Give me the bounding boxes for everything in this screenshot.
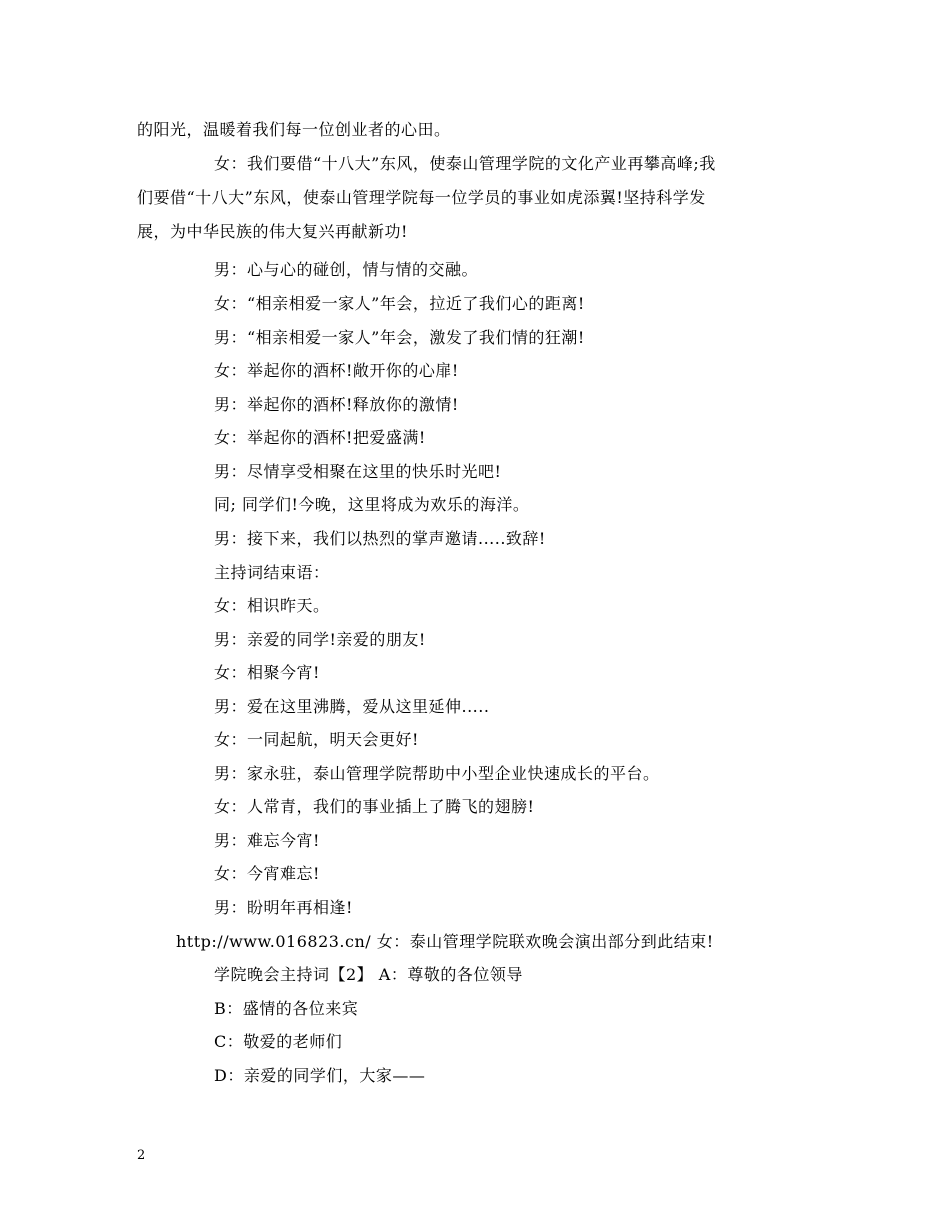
text-line: D：亲爱的同学们，大家—— xyxy=(214,1066,426,1085)
text-line: 男：难忘今宵! xyxy=(214,831,320,850)
text-line: 男：盼明年再相逢! xyxy=(214,898,353,917)
text-line: 男：爱在这里沸腾，爱从这里延伸..... xyxy=(214,697,490,716)
text-line: 男：举起你的酒杯!释放你的激情! xyxy=(214,395,459,414)
text-line: 女：相聚今宵! xyxy=(214,663,320,682)
text-line: 女：举起你的酒杯!敞开你的心扉! xyxy=(214,361,459,380)
text-line: 男：家永驻，泰山管理学院帮助中小型企业快速成长的平台。 xyxy=(214,764,660,783)
text-line: 男：心与心的碰创，情与情的交融。 xyxy=(214,260,479,279)
text-line: B：盛情的各位来宾 xyxy=(214,999,359,1018)
text-line: 女：举起你的酒杯!把爱盛满! xyxy=(214,428,426,447)
text-line: 女：人常青，我们的事业插上了腾飞的翅膀! xyxy=(214,797,535,816)
text-line: 的阳光，温暖着我们每一位创业者的心田。 xyxy=(137,120,451,139)
text-line: 男：接下来，我们以热烈的掌声邀请.....致辞! xyxy=(214,529,546,548)
text-line: 女：今宵难忘! xyxy=(214,864,320,883)
text-line: 同; 同学们!今晚，这里将成为欢乐的海洋。 xyxy=(214,495,530,514)
text-line: http://www.016823.cn/ 女：泰山管理学院联欢晚会演出部分到此结束! xyxy=(176,932,714,951)
text-line: 们要借“十八大”东风，使泰山管理学院每一位学员的事业如虎添翼!坚持科学发 xyxy=(137,188,706,207)
text-line: 女：一同起航，明天会更好! xyxy=(214,730,419,749)
text-line: 女：“相亲相爱一家人”年会，拉近了我们心的距离! xyxy=(214,294,585,313)
page-number: 2 xyxy=(137,1148,146,1163)
text-line: 女：我们要借“十八大”东风，使泰山管理学院的文化产业再攀高峰;我 xyxy=(214,154,716,173)
text-line: 男：亲爱的同学!亲爱的朋友! xyxy=(214,630,426,649)
text-line: 展，为中华民族的伟大复兴再献新功! xyxy=(137,222,408,241)
text-line: 学院晚会主持词【2】 A：尊敬的各位领导 xyxy=(214,965,523,984)
text-line: 男：尽情享受相聚在这里的快乐时光吧! xyxy=(214,462,502,481)
text-line: 男：“相亲相爱一家人”年会，激发了我们情的狂潮! xyxy=(214,328,585,347)
text-line: 主持词结束语： xyxy=(214,563,330,582)
text-line: 女：相识昨天。 xyxy=(214,596,330,615)
text-line: C：敬爱的老师们 xyxy=(214,1032,343,1051)
